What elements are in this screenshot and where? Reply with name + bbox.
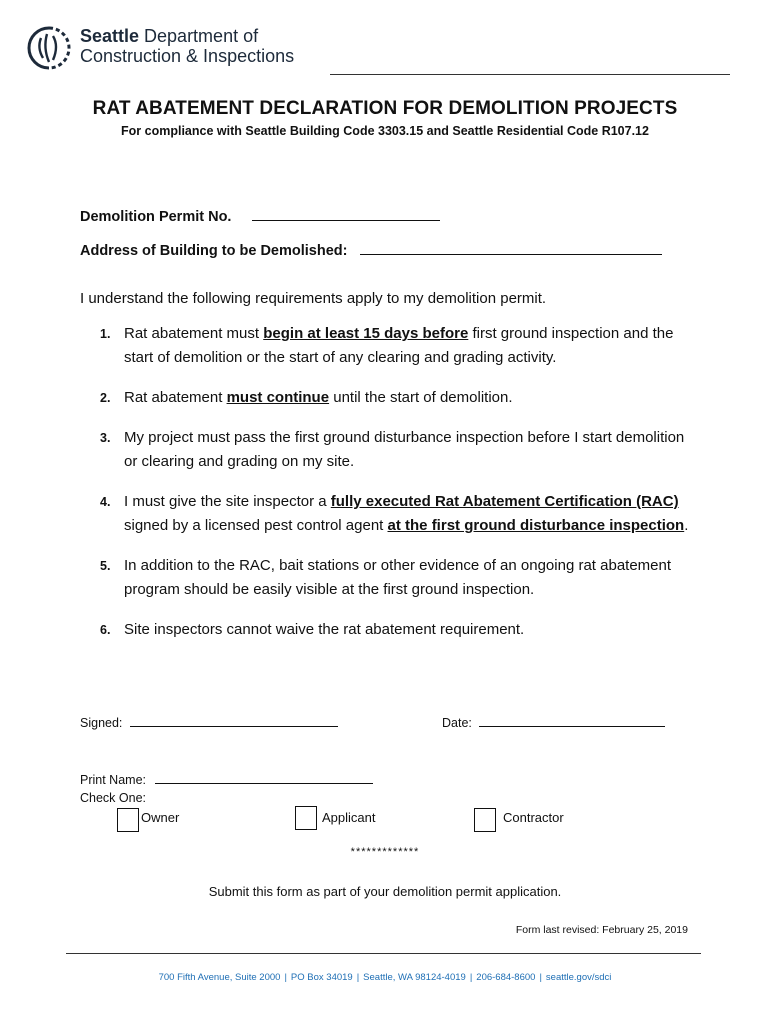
footer-separator: |: [469, 972, 473, 983]
item-number: 4.: [100, 495, 111, 509]
page-title: RAT ABATEMENT DECLARATION FOR DEMOLITION PROJECTS: [92, 98, 678, 119]
item-number: 5.: [100, 559, 111, 573]
org-name-line2: Construction & Inspections: [80, 46, 295, 66]
item-text: .: [684, 517, 689, 534]
item-text: signed by a licensed pest control agent: [124, 517, 388, 534]
org-name: [80, 26, 294, 66]
item-number: 2.: [100, 391, 111, 405]
address-label: Address of Building to be Demolished:: [80, 243, 348, 259]
footer-phone: 206-684-8600: [476, 972, 536, 983]
item-emphasis: must continue: [226, 389, 330, 406]
item-text: until the start of demolition.: [329, 389, 513, 406]
item-text: Site inspectors cannot waive the rat abatement requirement.: [124, 621, 525, 638]
permit-number-input[interactable]: [252, 206, 440, 221]
list-item: [80, 490, 700, 538]
item-text: My project must pass the first ground disturbance inspection before I start demolition or clearing and grading on my site.: [124, 429, 685, 470]
header-divider: [330, 74, 730, 75]
signed-field: [80, 714, 338, 730]
seattle-logo-icon: [25, 24, 73, 72]
address-field: [80, 240, 662, 259]
org-name-bold: Seattle: [80, 26, 140, 46]
list-item: [80, 618, 700, 642]
permit-field: [80, 206, 440, 225]
item-text: first ground inspection and the start of demolition or the start of any clearing and grading activity.: [124, 325, 674, 366]
revision-date: Form last revised: February 25, 2019: [515, 924, 688, 936]
list-item: [80, 322, 700, 370]
item-emphasis: fully executed Rat Abatement Certification (RAC): [330, 493, 679, 510]
item-number: 6.: [100, 623, 111, 637]
permit-label: Demolition Permit No.: [80, 209, 232, 225]
separator-stars: *************: [350, 846, 420, 858]
footer-contact: [0, 972, 770, 983]
applicant-checkbox[interactable]: [295, 806, 317, 830]
date-input[interactable]: [479, 714, 665, 727]
contractor-checkbox[interactable]: [474, 808, 496, 832]
item-number: 3.: [100, 431, 111, 445]
item-text: In addition to the RAC, bait stations or other evidence of an ongoing rat abatement program should be easily visible at the first ground inspection.: [124, 557, 672, 598]
signature-input[interactable]: [130, 714, 338, 727]
check-one-label: Check One:: [80, 791, 147, 805]
footer-separator: |: [539, 972, 542, 983]
intro-text: I understand the following requirements apply to my demolition permit.: [80, 290, 547, 307]
print-name-label: Print Name:: [80, 773, 146, 787]
item-emphasis: begin at least 15 days before: [263, 325, 469, 342]
date-field: [442, 714, 665, 730]
print-name-field: [80, 771, 373, 787]
contractor-label: Contractor: [503, 810, 564, 825]
item-text: Rat abatement must: [124, 325, 264, 342]
submit-note: Submit this form as part of your demolition permit application.: [208, 884, 562, 899]
footer-city: Seattle, WA 98124-4019: [363, 972, 466, 983]
org-name-rest: Department of: [139, 26, 259, 46]
footer-separator: |: [284, 972, 287, 983]
applicant-label: Applicant: [322, 810, 376, 825]
signed-label: Signed:: [80, 716, 123, 730]
print-name-input[interactable]: [155, 771, 373, 784]
address-input[interactable]: [360, 240, 662, 255]
footer-po-box: PO Box 34019: [290, 972, 353, 983]
owner-label: Owner: [141, 810, 180, 825]
owner-checkbox[interactable]: [117, 808, 139, 832]
footer-address: 700 Fifth Avenue, Suite 2000: [158, 972, 281, 983]
item-text: Rat abatement: [124, 389, 227, 406]
requirements-list: [80, 322, 700, 658]
footer-website-link[interactable]: seattle.gov/sdci: [545, 972, 612, 983]
item-number: 1.: [100, 327, 111, 341]
footer-separator: |: [356, 972, 360, 983]
item-text: I must give the site inspector a: [124, 493, 331, 510]
list-item: [80, 386, 700, 410]
list-item: [80, 426, 700, 474]
item-emphasis: at the first ground disturbance inspection: [387, 517, 685, 534]
footer-divider: [66, 953, 701, 954]
date-label: Date:: [442, 716, 472, 730]
page-subtitle: For compliance with Seattle Building Code 3303.15 and Seattle Residential Code R107.12: [121, 124, 649, 138]
list-item: [80, 554, 700, 602]
